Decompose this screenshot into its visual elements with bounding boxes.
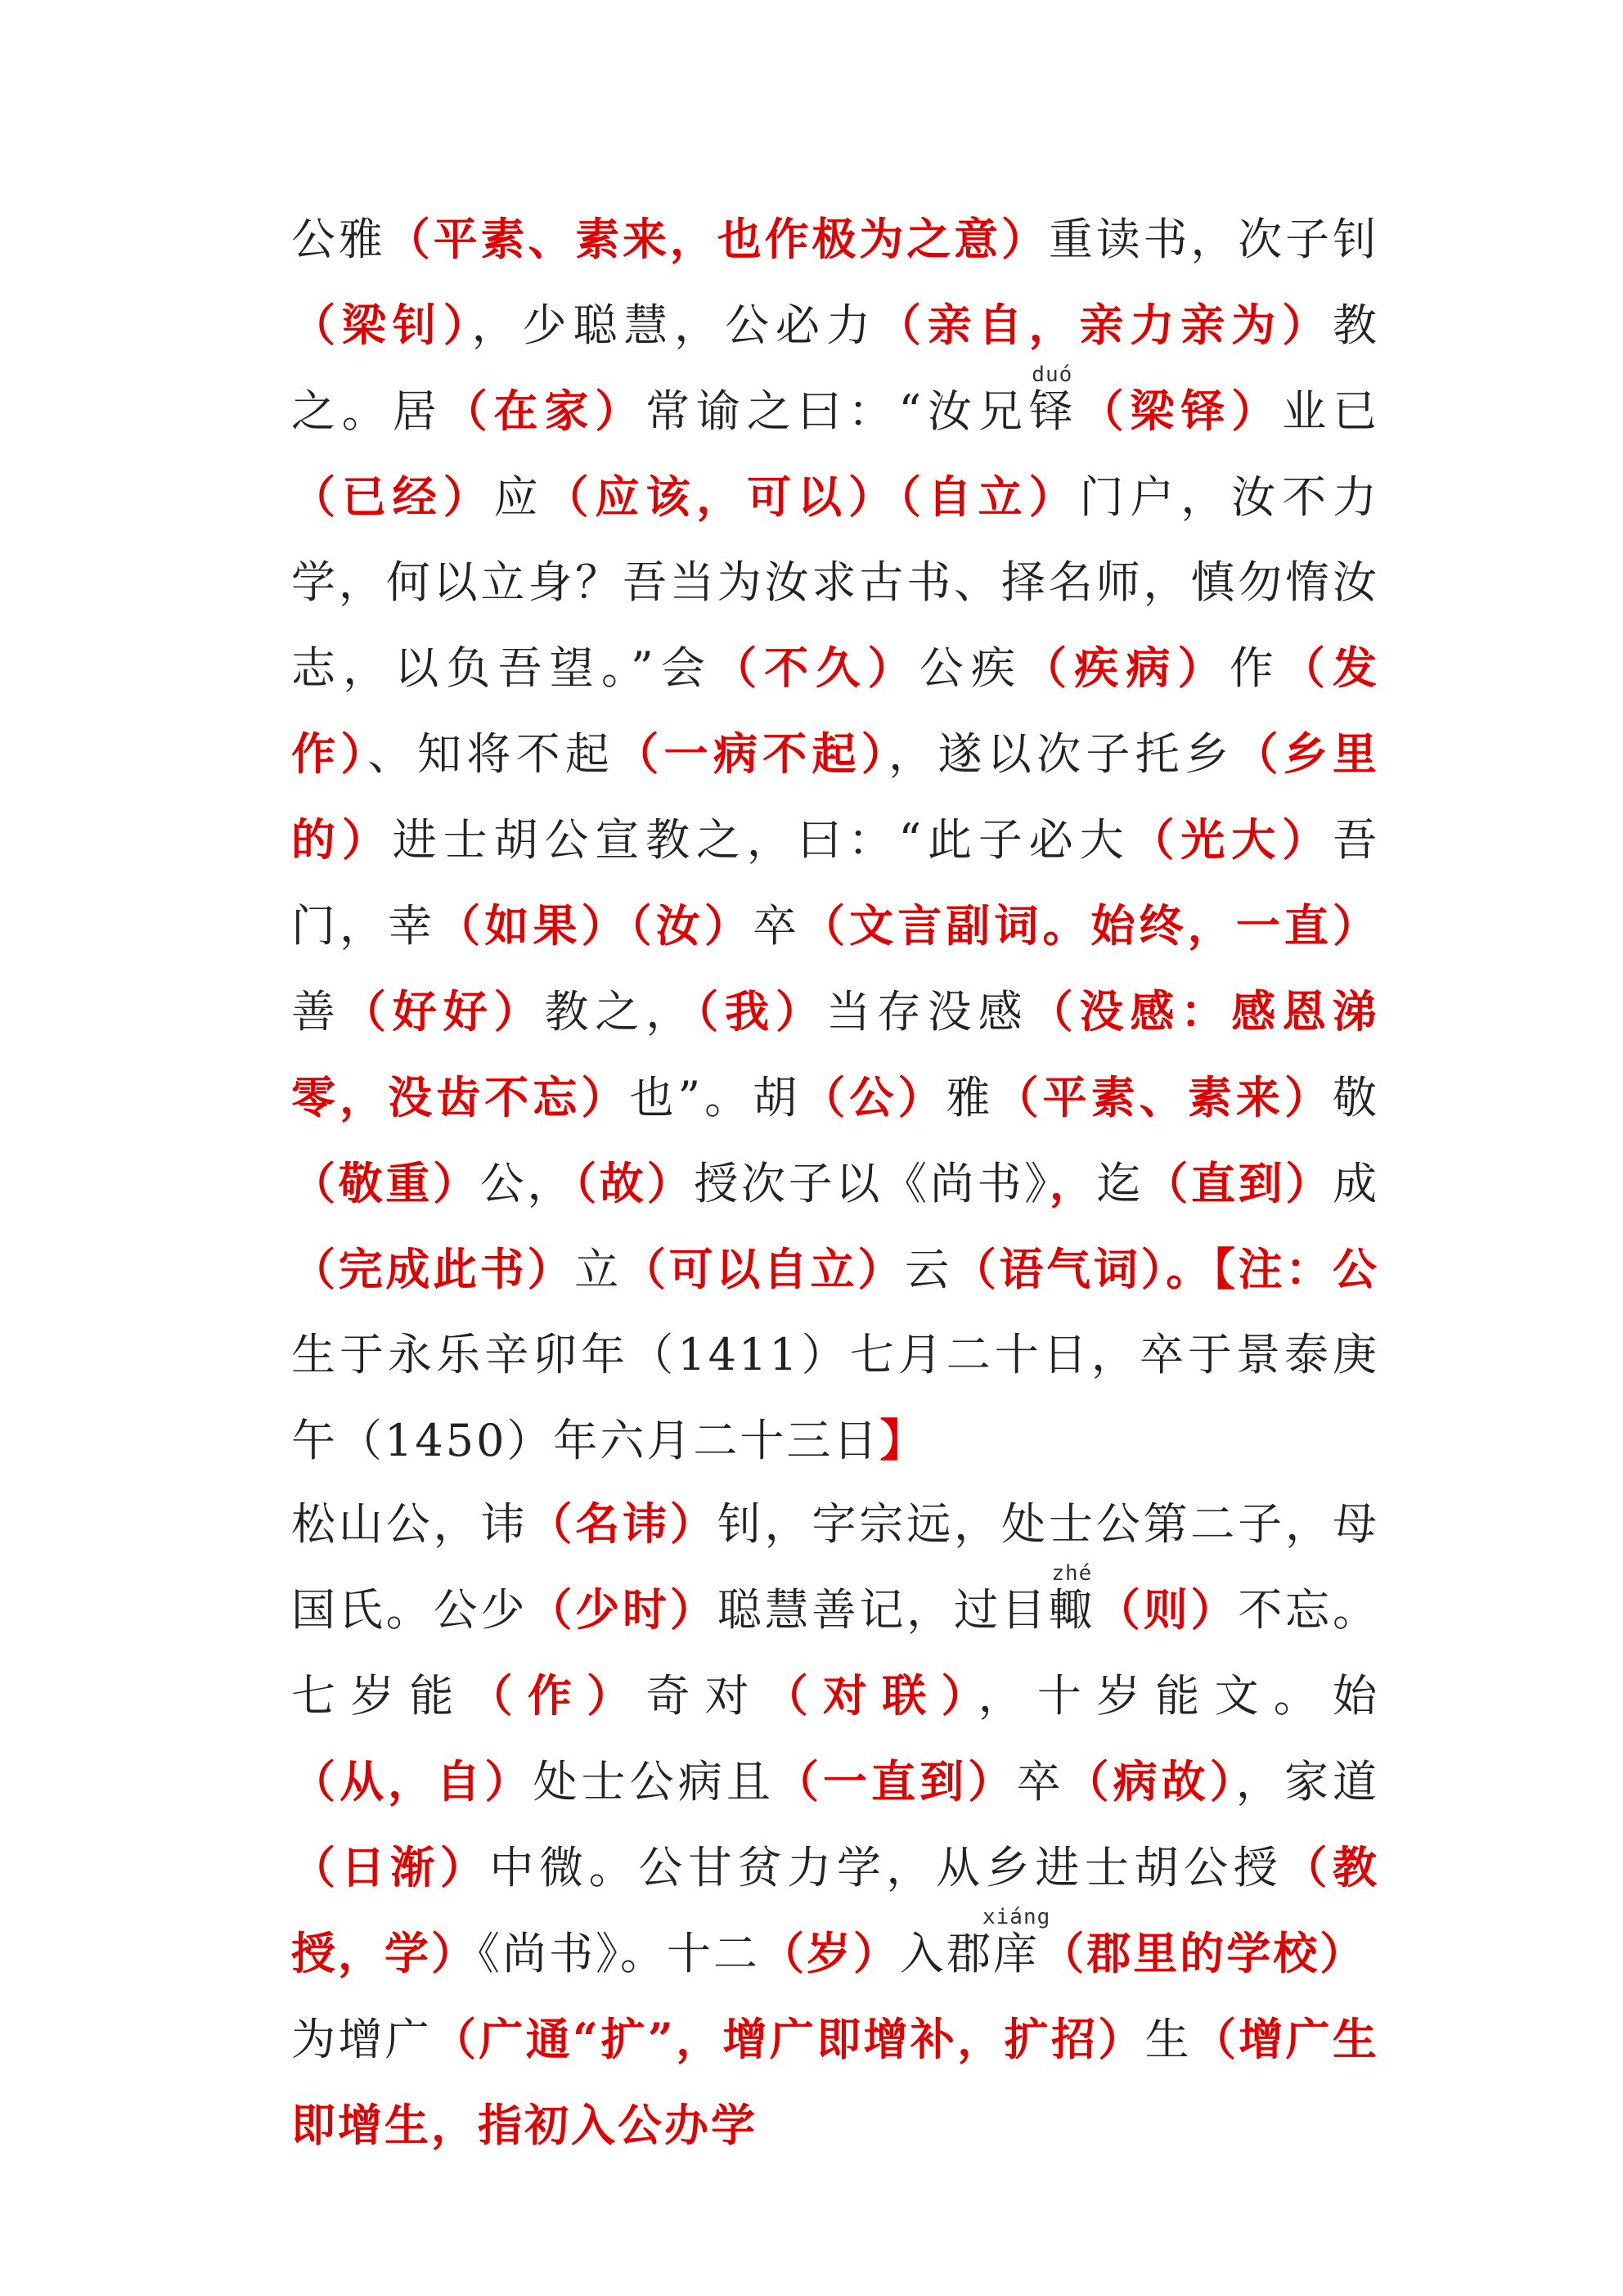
body-text: 进士胡公宣教之，曰：“此子必大 (392, 814, 1131, 866)
annotation-text: （语气词）。【注：公 (951, 1243, 1380, 1295)
body-text: 常谕之曰：“汝兄 (645, 385, 1029, 437)
body-text: 为增广 (291, 2014, 433, 2065)
annotation-text: （发作） (291, 642, 1380, 780)
body-text: 当存没感 (825, 986, 1029, 1038)
annotation-text: （病故） (1064, 1755, 1236, 1808)
annotation-text: （没感：感恩涕零，没齿不忘） (291, 985, 1380, 1123)
annotation-text: （梁铎） (1079, 385, 1283, 437)
body-text: 公疾 (919, 642, 1023, 694)
body-text: 、知将不起 (367, 728, 615, 780)
annotation-text: （不久） (713, 642, 919, 694)
annotation-text: （如果）（汝） (436, 899, 753, 952)
body-text: 中微。公甘贫力学，从乡进士胡公授 (489, 1842, 1284, 1893)
body-text: 钊，字宗远，处士公第二子，母国氏。公少 (291, 1498, 1380, 1636)
pinyin-annotation: xiáng (982, 1905, 1051, 1929)
annotation-text: （对联） (763, 1669, 978, 1722)
body-text: 成 (1333, 1158, 1380, 1209)
pinyin-annotation: duó (1028, 362, 1076, 387)
annotation-text: （少时） (528, 1583, 717, 1636)
paragraph-2 (291, 1481, 1379, 2168)
annotation-text: （从，自） (291, 1755, 533, 1808)
annotation-text: （故） (574, 1157, 695, 1209)
annotation-text: （乡里的） (291, 727, 1380, 866)
body-text: 云 (905, 1244, 952, 1295)
body-text: 奇对 (645, 1670, 764, 1722)
body-text: 也”。胡 (629, 1072, 802, 1123)
annotation-text: （郡里的学校） (1040, 1927, 1367, 1979)
body-text: 作 (1229, 642, 1281, 694)
annotation-text: （敬重） (291, 1157, 480, 1209)
annotation-text: （在家） (443, 385, 646, 437)
annotation-text: （广通“扩”，增广即增补，扩招） (432, 2013, 1145, 2065)
body-text: ，遂以次子托乡 (888, 728, 1234, 780)
body-text: ，十岁能文。始 (978, 1670, 1380, 1722)
annotation-text: ， (1049, 1157, 1097, 1209)
body-text: 门户，汝不力学，何以立身？吾当为汝求古书、择名师，慎勿惰汝志，以负吾望。”会 (291, 471, 1380, 694)
annotation-text: 】 (879, 1414, 927, 1466)
ruby-character (982, 1905, 1051, 1979)
body-text: ，少聪慧，公必力 (471, 299, 877, 351)
body-text: 公雅 (291, 214, 386, 265)
ruby-base: 铎 (1028, 385, 1080, 437)
annotation-text: （一病不起） (614, 727, 889, 780)
annotation-text: （平素、素来） (994, 1071, 1333, 1123)
body-text: 聪慧善记，过目 (717, 1584, 1049, 1636)
annotation-text: （日渐） (291, 1841, 490, 1893)
body-text: 生 (1144, 2014, 1192, 2065)
body-text: 善 (291, 986, 342, 1038)
body-text: 松山公，讳 (291, 1498, 528, 1550)
body-text: 《尚书》。十二 (478, 1928, 760, 1979)
annotation-text: （已经） (291, 470, 494, 523)
annotation-text: （一直到） (774, 1755, 1017, 1808)
annotation-text: （直到） (1144, 1157, 1333, 1209)
body-text: 不忘。七岁能 (291, 1584, 1380, 1722)
body-text: ，家道 (1235, 1756, 1380, 1808)
body-text: 雅 (946, 1072, 995, 1123)
body-text: 敬 (1333, 1072, 1380, 1123)
annotation-text: （岁） (760, 1927, 900, 1979)
body-text: 教之， (544, 986, 697, 1038)
ruby-character (1048, 1561, 1096, 1636)
body-text: 授次子以《尚书》 (694, 1158, 1050, 1209)
body-text: 生于永乐辛卯年（1411）七月二十日，卒于景泰庚午（1450）年六月二十三日 (291, 1329, 1379, 1466)
ruby-base: 輙 (1048, 1584, 1096, 1636)
annotation-text: （则） (1095, 1583, 1239, 1636)
annotation-text: （好好） (341, 985, 545, 1038)
annotation-text: （亲自，亲力亲为） (876, 299, 1333, 351)
annotation-text: （可以自立） (621, 1243, 906, 1295)
annotation-text: （文言副词。始终，一直） (801, 899, 1380, 952)
ruby-base: 庠 (982, 1928, 1051, 1979)
annotation-text: （平素、素来，也作极为之意） (385, 213, 1049, 265)
annotation-text: （梁钊） (291, 299, 472, 351)
annotation-text: （光大） (1130, 813, 1333, 866)
body-text: 应 (493, 471, 545, 523)
body-text: 立 (574, 1244, 622, 1295)
annotation-text: （我） (696, 985, 826, 1038)
body-text: 公， (479, 1158, 575, 1209)
body-text: 入郡 (900, 1928, 993, 1979)
annotation-text: （应该，可以）（自立） (544, 470, 1080, 523)
annotation-text: （完成此书） (291, 1243, 575, 1295)
annotation-text: （疾病） (1023, 642, 1230, 694)
annotation-text: （作） (468, 1669, 646, 1722)
body-text: 教之。居 (291, 299, 1380, 437)
body-text: 业已 (1282, 385, 1380, 437)
annotation-text: （名讳） (528, 1497, 717, 1550)
body-text: 迄 (1096, 1158, 1144, 1209)
ruby-character (1028, 362, 1080, 437)
pinyin-annotation: zhé (1048, 1561, 1095, 1586)
paragraph-1 (291, 196, 1379, 1483)
body-text: 吾门，幸 (291, 814, 1380, 952)
body-text: 卒 (1016, 1756, 1065, 1808)
body-text: 处士公病且 (533, 1756, 775, 1808)
body-text: 卒 (752, 900, 802, 952)
annotation-text: （增广生即增生，指初入公办学 (291, 2013, 1380, 2151)
annotation-text: （公） (801, 1071, 946, 1123)
body-text: 重读书，次子钊 (1048, 214, 1380, 265)
annotation-text: （教授，学） (291, 1841, 1380, 1979)
